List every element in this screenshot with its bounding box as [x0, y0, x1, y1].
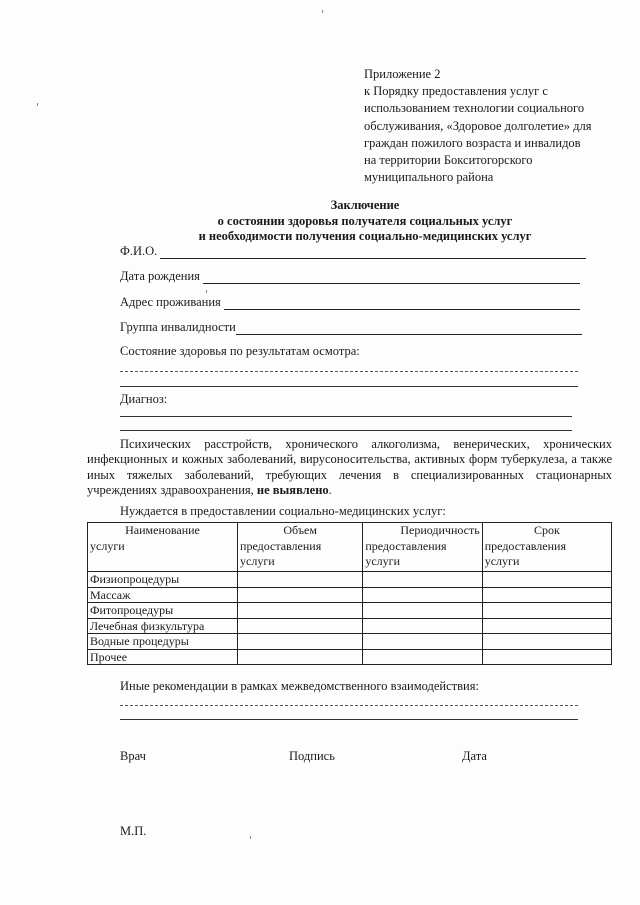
table-row [88, 572, 612, 588]
appendix-line: к Порядку предоставления услуг с [364, 84, 548, 99]
title-line-3: и необходимости получения социально-медицинских услуг [198, 229, 532, 243]
term-cell[interactable] [482, 649, 611, 665]
appendix-line: Приложение 2 [364, 67, 441, 81]
other-recommendations-label: Иные рекомендации в рамках межведомственного взаимодействия: [120, 679, 479, 693]
table-header-cell [238, 523, 363, 572]
table-row [88, 649, 612, 665]
signature-label: Подпись [289, 749, 335, 763]
recommendations-line-2[interactable] [120, 719, 578, 720]
health-state-line-1[interactable] [120, 371, 578, 372]
paragraph-emphasis: не выявлено [256, 482, 329, 497]
table-row [88, 587, 612, 603]
fio-label: Ф.И.О. [120, 244, 158, 258]
scan-speck [37, 103, 38, 106]
volume-cell[interactable] [238, 603, 363, 619]
header-line: Периодичность [400, 523, 480, 537]
service-name-cell: Физиопроцедуры [88, 572, 238, 588]
fio-field [120, 243, 586, 259]
volume-cell[interactable] [238, 572, 363, 588]
service-name-cell: Фитопроцедуры [88, 603, 238, 619]
frequency-cell[interactable] [363, 603, 482, 619]
frequency-cell[interactable] [363, 634, 482, 650]
header-line: услуги [90, 538, 125, 553]
birth-date-line[interactable] [203, 272, 580, 284]
service-name-cell: Прочее [88, 649, 238, 665]
health-state-label: Состояние здоровья по результатам осмотра: [120, 344, 360, 358]
header-line: предоставления [484, 538, 566, 553]
frequency-cell[interactable] [363, 587, 482, 603]
appendix-header [364, 66, 614, 186]
exclusion-paragraph [87, 437, 612, 498]
volume-cell[interactable] [238, 649, 363, 665]
volume-cell[interactable] [238, 618, 363, 634]
table-row [88, 618, 612, 634]
service-name-cell: Лечебная физкультура [88, 618, 238, 634]
term-cell[interactable] [482, 603, 611, 619]
frequency-cell[interactable] [363, 618, 482, 634]
birth-date-label: Дата рождения [120, 269, 200, 283]
service-name-cell: Массаж [88, 587, 238, 603]
birth-date-field [120, 268, 580, 284]
paragraph-end: . [328, 482, 332, 497]
header-line: предоставления [240, 538, 322, 553]
table-header-cell [363, 523, 482, 572]
disability-group-field [120, 319, 582, 335]
table-row [88, 634, 612, 650]
scan-speck [250, 836, 251, 839]
appendix-line: на территории Бокситогорского [364, 153, 533, 168]
volume-cell[interactable] [238, 634, 363, 650]
diagnosis-line-2[interactable] [120, 430, 572, 431]
disability-group-label: Группа инвалидности [120, 320, 236, 334]
appendix-line: обслуживания, «Здоровое долголетие» для [364, 118, 592, 133]
header-line: Наименование [125, 523, 200, 537]
frequency-cell[interactable] [363, 572, 482, 588]
scan-speck [206, 290, 207, 293]
doctor-label: Врач [120, 749, 146, 763]
appendix-line: граждан пожилого возраста и инвалидов [364, 135, 581, 150]
disability-group-line[interactable] [236, 323, 582, 335]
volume-cell[interactable] [238, 587, 363, 603]
appendix-line: муниципального района [364, 170, 494, 185]
term-cell[interactable] [482, 572, 611, 588]
address-line[interactable] [224, 298, 580, 310]
recommendations-line-1[interactable] [120, 705, 578, 706]
scan-speck [322, 10, 323, 13]
document-title [120, 198, 610, 245]
table-row [88, 603, 612, 619]
diagnosis-label: Диагноз: [120, 392, 168, 406]
address-field [120, 294, 580, 310]
title-line-2: о состоянии здоровья получателя социальных услуг [217, 213, 513, 228]
term-cell[interactable] [482, 634, 611, 650]
table-header-cell [482, 523, 611, 572]
health-state-line-2[interactable] [120, 386, 578, 387]
header-line: услуги [484, 554, 520, 568]
diagnosis-line-1[interactable] [120, 416, 572, 417]
header-line: Объем [283, 523, 317, 537]
stamp-label: М.П. [120, 824, 147, 838]
header-line: предоставления [365, 538, 447, 553]
date-label: Дата [462, 749, 487, 763]
address-label: Адрес проживания [120, 295, 221, 309]
term-cell[interactable] [482, 618, 611, 634]
service-name-cell: Водные процедуры [88, 634, 238, 650]
header-line: услуги [365, 554, 400, 568]
title-line-1: Заключение [330, 198, 400, 212]
appendix-line: использованием технологии социального [364, 101, 585, 116]
header-line: услуги [240, 554, 275, 568]
services-table [87, 522, 612, 665]
paragraph-text: Психических расстройств, хронического алкоголизма, венерических, хронических инфекционных и кожных заболеваний, вирусоносительства, активных форм туберкулеза, а также иных тяжелых заболеваний, требующих лечения в специализированных стационарных учреждениях здравоохранения, [87, 437, 612, 497]
header-line: Срок [533, 523, 560, 537]
fio-line[interactable] [160, 247, 586, 259]
needs-label: Нуждается в предоставлении социально-медицинских услуг: [120, 504, 446, 518]
term-cell[interactable] [482, 587, 611, 603]
frequency-cell[interactable] [363, 649, 482, 665]
table-header-cell [88, 523, 238, 572]
